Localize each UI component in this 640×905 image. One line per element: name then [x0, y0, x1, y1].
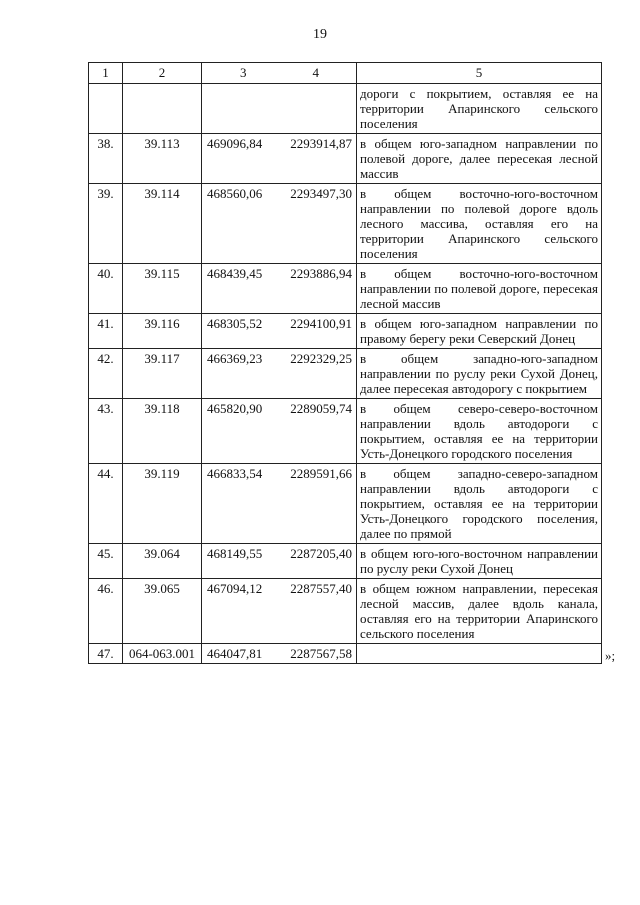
coordinates-cell: [202, 399, 357, 464]
header-col-4: 4: [312, 65, 319, 80]
coord-y: 2287567,58: [290, 646, 352, 661]
table-row: [89, 544, 602, 579]
coord-x: 466833,54: [207, 466, 263, 481]
table-row: [89, 314, 602, 349]
coord-y: 2293497,30: [290, 186, 352, 201]
row-number: 41.: [89, 314, 123, 349]
table-row: [89, 464, 602, 544]
coord-x: 466369,23: [207, 351, 263, 366]
row-number: 39.: [89, 184, 123, 264]
coord-y: 2289059,74: [290, 401, 352, 416]
direction-description: [357, 84, 602, 134]
coord-x: 468305,52: [207, 316, 263, 331]
description-text: в общем западно-северо-западном направлении вдоль автодороги с покрытием, оставляя ее на территории Усть-Донецкого городского поселения, далее по прямой: [360, 466, 598, 541]
coord-y: 2293914,87: [290, 136, 352, 151]
direction-description: [357, 134, 602, 184]
direction-description: [357, 464, 602, 544]
header-col-3-4: [202, 63, 357, 84]
coordinates-cell: [202, 84, 357, 134]
table-row: [89, 399, 602, 464]
page-number: 19: [313, 27, 327, 42]
row-number: 46.: [89, 579, 123, 644]
coordinates-cell: [202, 579, 357, 644]
coord-y: 2289591,66: [290, 466, 352, 481]
table-row: [89, 579, 602, 644]
direction-description: [357, 644, 602, 664]
direction-description: [357, 264, 602, 314]
coord-y: 2287205,40: [290, 546, 352, 561]
description-text: в общем северо-северо-восточном направлении вдоль автодороги с покрытием, оставляя ее на территории Усть-Донецкого городского поселения: [360, 401, 598, 461]
direction-description: [357, 314, 602, 349]
coordinates-cell: [202, 349, 357, 399]
point-id: 39.113: [123, 134, 202, 184]
coordinates-cell: [202, 464, 357, 544]
point-id: 39.064: [123, 544, 202, 579]
closing-mark: »;: [605, 647, 616, 663]
coord-x: 469096,84: [207, 136, 263, 151]
description-text: в общем юго-западном направлении по правому берегу реки Северский Донец: [360, 316, 598, 346]
row-number: [89, 84, 123, 134]
table-header-row: [89, 63, 602, 84]
coord-x: 468149,55: [207, 546, 263, 561]
coord-y: 2293886,94: [290, 266, 352, 281]
direction-description: [357, 544, 602, 579]
point-id: 39.117: [123, 349, 202, 399]
row-number: 45.: [89, 544, 123, 579]
row-number: 40.: [89, 264, 123, 314]
description-text: дороги с покрытием, оставляя ее на территории Апаринского сельского поселения: [360, 86, 598, 131]
point-id: 39.115: [123, 264, 202, 314]
row-number: 38.: [89, 134, 123, 184]
coordinates-cell: [202, 264, 357, 314]
direction-description: [357, 399, 602, 464]
row-number: 42.: [89, 349, 123, 399]
header-col-5: 5: [357, 63, 602, 84]
coord-x: 467094,12: [207, 581, 263, 596]
description-text: в общем западно-юго-западном направлении по руслу реки Сухой Донец, далее пересекая автодорогу с покрытием: [360, 351, 598, 396]
point-id: [123, 84, 202, 134]
point-id: 39.119: [123, 464, 202, 544]
coordinates-cell: [202, 644, 357, 664]
table-row: [89, 184, 602, 264]
boundary-coordinates-table: [88, 62, 602, 664]
table-row: [89, 84, 602, 134]
table-row: [89, 264, 602, 314]
header-col-1: 1: [89, 63, 123, 84]
direction-description: [357, 184, 602, 264]
point-id: 064-063.001: [123, 644, 202, 664]
point-id: 39.114: [123, 184, 202, 264]
description-text: в общем восточно-юго-восточном направлении по полевой дороге, пересекая лесной массив: [360, 266, 598, 311]
description-text: в общем южном направлении, пересекая лесной массив, далее вдоль канала, оставляя его на территории Апаринского сельского поселения: [360, 581, 598, 641]
table-row: [89, 644, 602, 664]
coordinates-cell: [202, 544, 357, 579]
row-number: 47.: [89, 644, 123, 664]
coord-y: 2292329,25: [290, 351, 352, 366]
coordinates-cell: [202, 134, 357, 184]
row-number: 44.: [89, 464, 123, 544]
coordinates-cell: [202, 314, 357, 349]
coord-x: 465820,90: [207, 401, 263, 416]
table-row: [89, 349, 602, 399]
table-row: [89, 134, 602, 184]
header-col-3: 3: [240, 65, 247, 80]
header-col-2: 2: [123, 63, 202, 84]
coord-y: 2287557,40: [290, 581, 352, 596]
point-id: 39.065: [123, 579, 202, 644]
row-number: 43.: [89, 399, 123, 464]
description-text: в общем юго-западном направлении по полевой дороге, далее пересекая лесной массив: [360, 136, 598, 181]
coord-x: 468560,06: [207, 186, 263, 201]
coord-y: 2294100,91: [290, 316, 352, 331]
point-id: 39.116: [123, 314, 202, 349]
description-text: в общем юго-юго-восточном направлении по руслу реки Сухой Донец: [360, 546, 598, 576]
point-id: 39.118: [123, 399, 202, 464]
direction-description: [357, 579, 602, 644]
description-text: в общем восточно-юго-восточном направлении по полевой дороге вдоль лесного массива, оставляя его на территории Апаринского сельского поселения: [360, 186, 598, 261]
coord-x: 464047,81: [207, 646, 263, 661]
coord-x: 468439,45: [207, 266, 263, 281]
coordinates-cell: [202, 184, 357, 264]
direction-description: [357, 349, 602, 399]
